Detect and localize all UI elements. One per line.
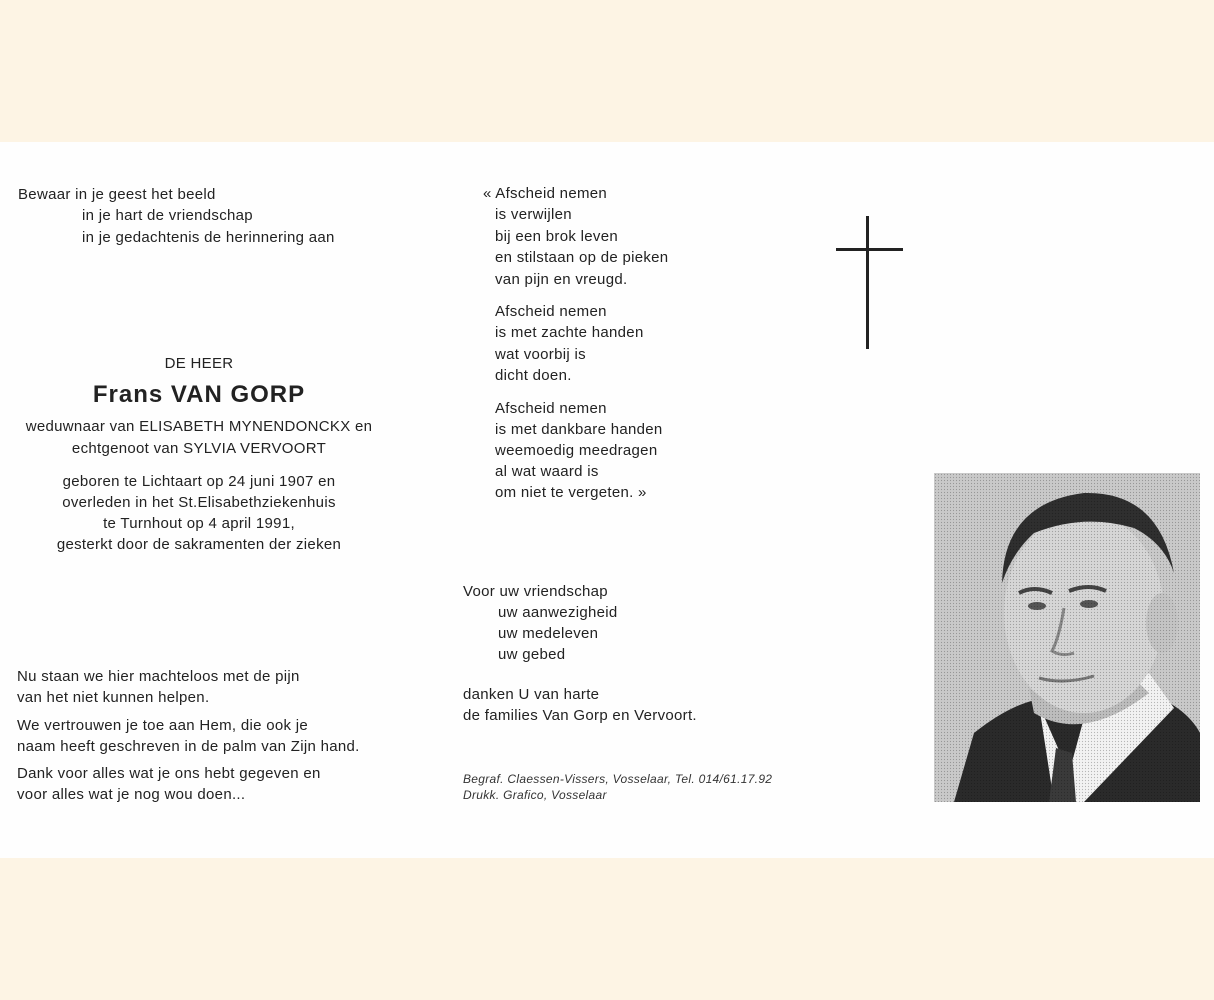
poem-line: bij een brok leven xyxy=(495,228,618,245)
thanks-line: Voor uw vriendschap xyxy=(463,583,608,600)
poem-line: weemoedig meedragen xyxy=(495,442,658,459)
bottom-verse-line: van het niet kunnen helpen. xyxy=(17,689,210,706)
thanks-line: uw medeleven xyxy=(498,625,599,642)
bottom-verse-line: naam heeft geschreven in de palm van Zijn hand. xyxy=(17,738,360,755)
thanks-closing: de families Van Gorp en Vervoort. xyxy=(463,707,697,724)
bottom-verse-line: We vertrouwen je toe aan Hem, die ook je xyxy=(17,717,309,734)
poem-line: « Afscheid nemen xyxy=(483,185,608,202)
cross-horizontal-bar xyxy=(836,248,903,251)
poem-line: en stilstaan op de pieken xyxy=(495,249,669,266)
bottom-verse-line: Nu staan we hier machteloos met de pijn xyxy=(17,668,300,685)
poem-line: is met zachte handen xyxy=(495,324,644,341)
relation-line-1: weduwnaar van ELISABETH MYNENDONCKX en xyxy=(25,418,373,435)
thanks-closing: danken U van harte xyxy=(463,686,600,703)
thanks-line: uw gebed xyxy=(498,646,566,663)
credit-line-printer: Drukk. Grafico, Vosselaar xyxy=(463,788,607,802)
life-line-2: overleden in het St.Elisabethziekenhuis xyxy=(62,494,336,511)
poem-line: is verwijlen xyxy=(495,206,572,223)
poem-line: al wat waard is xyxy=(495,463,599,480)
intro-line-3: in je gedachtenis de herinnering aan xyxy=(82,229,335,246)
poem-line: Afscheid nemen xyxy=(495,303,607,320)
life-line-4: gesterkt door de sakramenten der zieken xyxy=(56,536,342,553)
poem-line: is met dankbare handen xyxy=(495,421,663,438)
poem-line: wat voorbij is xyxy=(495,346,586,363)
intro-line-1: Bewaar in je geest het beeld xyxy=(18,186,216,203)
bottom-verse-line: Dank voor alles wat je ons hebt gegeven en xyxy=(17,765,321,782)
memorial-card xyxy=(0,142,1214,858)
poem-line: om niet te vergeten. » xyxy=(495,484,647,501)
bottom-verse-line: voor alles wat je nog wou doen... xyxy=(17,786,246,803)
life-line-3: te Turnhout op 4 april 1991, xyxy=(103,515,295,532)
deceased-name: Frans VAN GORP xyxy=(92,381,306,408)
life-line-1: geboren te Lichtaart op 24 juni 1907 en xyxy=(62,473,336,490)
credit-line-funeral: Begraf. Claessen-Vissers, Vosselaar, Tel. 014/61.17.92 xyxy=(463,772,773,786)
portrait-illustration xyxy=(934,473,1200,802)
relation-line-2: echtgenoot van SYLVIA VERVOORT xyxy=(71,440,327,457)
poem-line: dicht doen. xyxy=(495,367,572,384)
intro-line-2: in je hart de vriendschap xyxy=(82,207,253,224)
honorific: DE HEER xyxy=(164,355,234,372)
portrait-photo xyxy=(934,473,1200,802)
poem-line: Afscheid nemen xyxy=(495,400,607,417)
cross-vertical-bar xyxy=(866,216,869,349)
poem-line: van pijn en vreugd. xyxy=(495,271,628,288)
thanks-line: uw aanwezigheid xyxy=(498,604,618,621)
